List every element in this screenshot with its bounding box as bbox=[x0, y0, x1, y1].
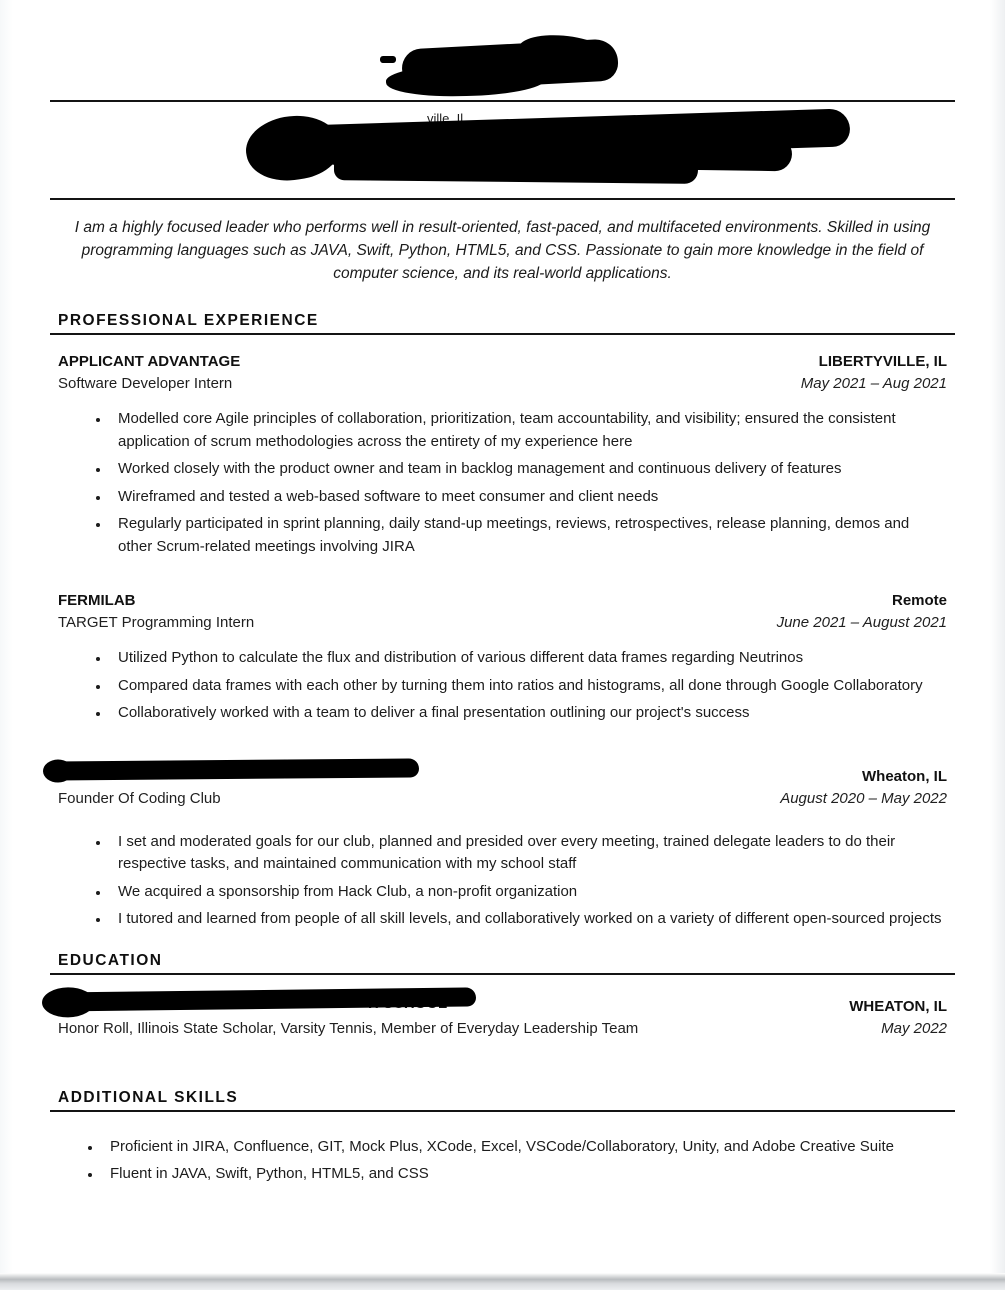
job-location: Wheaton, IL bbox=[862, 767, 947, 785]
job-dates: May 2021 – Aug 2021 bbox=[800, 375, 947, 392]
redacted-contact-block bbox=[50, 110, 955, 190]
bullet-item: • Utilized Python to calculate the flux and distribution of various different data frames regarding Neutrinos bbox=[110, 647, 947, 670]
contact-fragment-city: ville, Il bbox=[427, 111, 464, 126]
redaction-blob-name bbox=[380, 56, 396, 63]
section-title-education: EDUCATION bbox=[58, 951, 163, 969]
page-edge-right bbox=[990, 0, 1005, 1274]
job-dates: August 2020 – May 2022 bbox=[780, 789, 947, 807]
education-entry bbox=[50, 989, 955, 1040]
job-location: LIBERTYVILLE, IL bbox=[818, 353, 947, 370]
job-bullet-list bbox=[58, 647, 947, 725]
job-company: APPLICANT ADVANTAGE bbox=[58, 353, 241, 370]
education-location: WHEATON, IL bbox=[849, 997, 947, 1015]
job-location: Remote bbox=[891, 592, 947, 609]
bullet-item: • Fluent in JAVA, Swift, Python, HTML5, and CSS bbox=[102, 1163, 955, 1185]
experience-entry bbox=[50, 759, 955, 931]
redaction-blob-contact bbox=[334, 152, 698, 184]
bullet-item: • We acquired a sponsorship from Hack Club, a non-profit organization bbox=[110, 881, 947, 904]
section-title-skills: ADDITIONAL SKILLS bbox=[58, 1088, 239, 1106]
education-details: Honor Roll, Illinois State Scholar, Varsity Tennis, Member of Everyday Leadership Team bbox=[58, 1019, 639, 1037]
bullet-item: • Modelled core Agile principles of collaboration, prioritization, team accountability, and visibility; ensured the consistent application of scrum methodologies across the entirety of my experience here bbox=[110, 408, 947, 453]
job-bullet-list bbox=[58, 831, 947, 931]
job-role: TARGET Programming Intern bbox=[58, 614, 255, 631]
header-divider-top bbox=[50, 100, 955, 102]
section-rule-skills bbox=[50, 1110, 955, 1112]
page-edge-bottom bbox=[0, 1273, 1005, 1290]
job-dates: June 2021 – August 2021 bbox=[776, 614, 947, 631]
page-edge-left bbox=[0, 0, 13, 1274]
bullet-item: • Worked closely with the product owner and team in backlog management and continuous delivery of features bbox=[110, 458, 947, 481]
bullet-item: • Wireframed and tested a web-based software to meet consumer and client needs bbox=[110, 486, 947, 509]
experience-entry bbox=[50, 590, 955, 725]
redaction-bar-company bbox=[45, 758, 419, 780]
bullet-item: • Compared data frames with each other by turning them into ratios and histograms, all done through Google Collaboratory bbox=[110, 675, 947, 698]
job-bullet-list bbox=[58, 408, 947, 558]
experience-entry bbox=[50, 351, 955, 558]
job-company: FERMILAB bbox=[58, 592, 136, 609]
education-dates: May 2022 bbox=[881, 1019, 947, 1037]
bullet-item: • I tutored and learned from people of all skill levels, and collaboratively worked on a variety of different open-sourced projects bbox=[110, 908, 947, 931]
section-title-experience: PROFESSIONAL EXPERIENCE bbox=[58, 312, 319, 329]
header-divider-bottom bbox=[50, 198, 955, 200]
bullet-item: • Proficient in JIRA, Confluence, GIT, Mock Plus, XCode, Excel, VSCode/Collaboratory, Unity, and Adobe Creative Suite bbox=[102, 1136, 955, 1158]
bullet-item: • Regularly participated in sprint planning, daily stand-up meetings, reviews, retrospectives, release planning, demos and other Scrum-related meetings involving JIRA bbox=[110, 513, 947, 558]
job-role: Software Developer Intern bbox=[58, 375, 233, 392]
bullet-item: • I set and moderated goals for our club, planned and presided over every meeting, trained delegate leaders to do their respective tasks, and maintained communication with my school staff bbox=[110, 831, 947, 876]
bullet-item: • Collaboratively worked with a team to deliver a final presentation outlining our project's success bbox=[110, 702, 947, 725]
section-rule-experience bbox=[50, 333, 955, 335]
section-rule-education bbox=[50, 973, 955, 975]
skills-bullet-list bbox=[50, 1136, 955, 1185]
redacted-name-block bbox=[50, 0, 955, 92]
redacted-company-block bbox=[58, 759, 862, 781]
summary-text: I am a highly focused leader who performs well in result-oriented, fast-paced, and multifaceted environments. Skilled in using programming languages such as JAVA, Swift, Python, HTML5, and CSS. Passionate to gain more knowledge in the field of computer science, and its real-world applications. bbox=[74, 219, 931, 282]
redacted-school-block bbox=[58, 989, 849, 1011]
job-role: Founder Of Coding Club bbox=[58, 789, 221, 807]
